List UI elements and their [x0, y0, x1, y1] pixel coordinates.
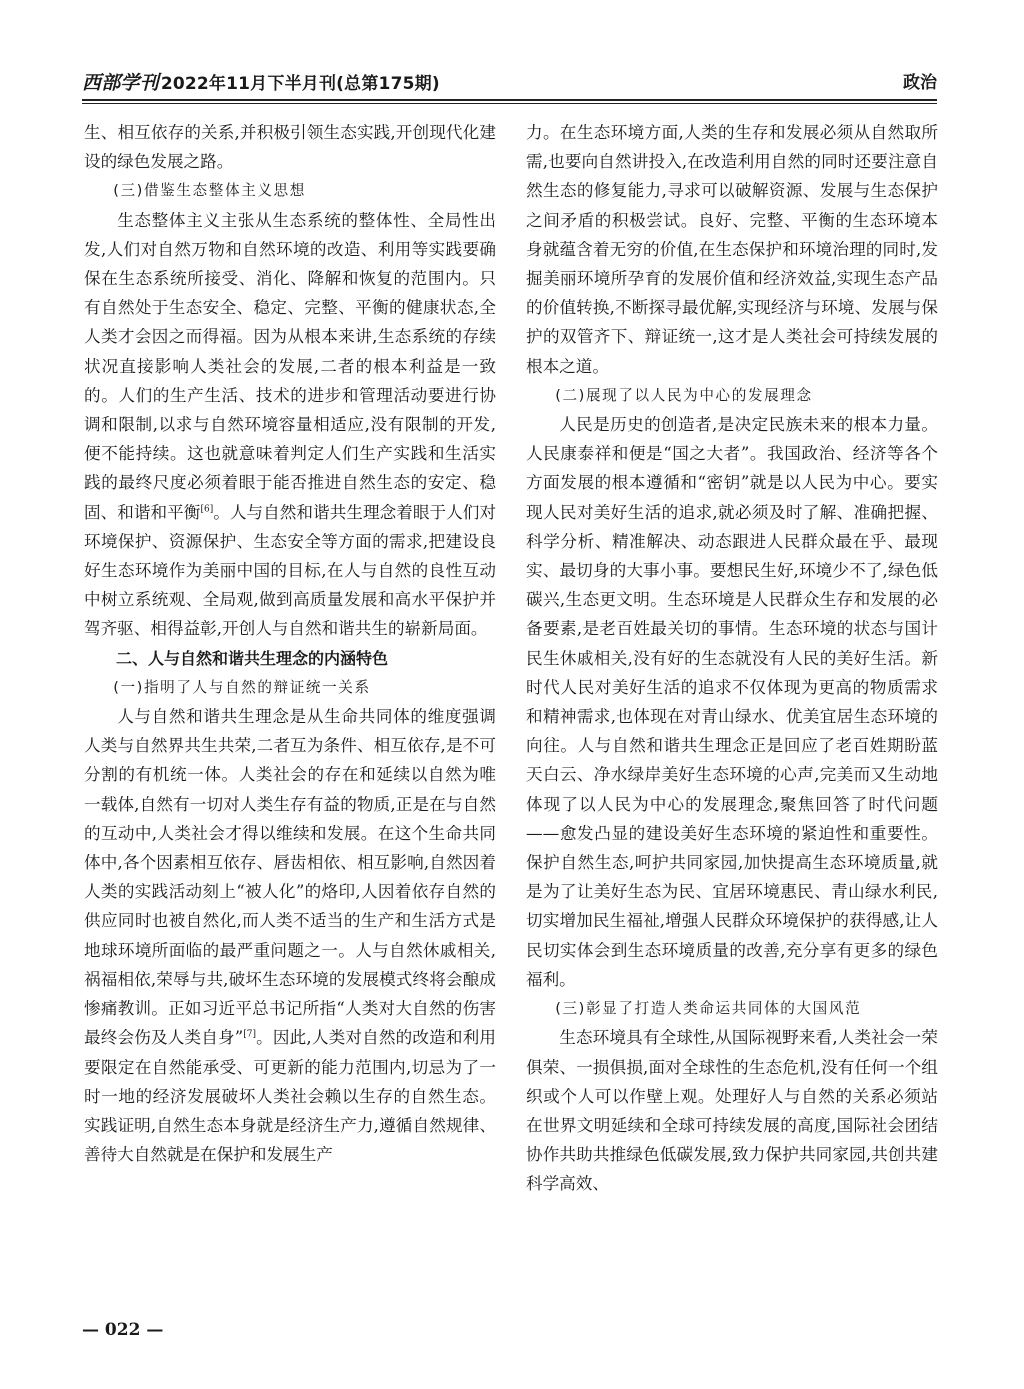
paragraph: 人民是历史的创造者,是决定民族未来的根本力量。人民康泰祥和便是“国之大者”。我国政治、经济等各个方面发展的根本遵循和“密钥”就是以人民为中心。要实现人民对美好生活的追求,就必须及时了解、准确把握、科学分析、精准解决、动态跟进人民群众最在乎、最现实、最切身的大事小事。要想民生好,环境少不了,绿色低碳兴,生态更文明。生态环境是人民群众生存和发展的必备要素,是老百姓最关切的事情。生态环境的状态与国计民生休戚相关,没有好的生态就没有人民的美好生活。新时代人民对美好生活的追求不仅体现为更高的物质需求和精神需求,也体现在对青山绿水、优美宜居生态环境的向往。人与自然和谐共生理念正是回应了老百姓期盼蓝天白云、净水绿岸美好生态环境的心声,完美而又生动地体现了以人民为中心的发展理念,聚焦回答了时代问题——愈发凸显的建设美好生态环境的紧迫性和重要性。保护自然生态,呵护共同家园,加快提高生态环境质量,就是为了让美好生态为民、宜居环境惠民、青山绿水利民,切实增加民生福祉,增强人民群众环境保护的获得感,让人民切实体会到生态环境质量的改善,充分享有更多的绿色福利。: [526, 415, 938, 989]
journal-logo: 西部学刊: [82, 72, 159, 94]
paragraph: [84, 206, 496, 644]
subheading: (一)指明了人与自然的辩证统一关系: [113, 678, 371, 696]
journal-masthead: [82, 68, 440, 99]
issue-info: 2022年11月下半月刊(总第175期): [160, 74, 440, 94]
citation-ref: [7]: [243, 1029, 257, 1040]
citation-ref: [6]: [200, 504, 214, 515]
paragraph-text: 人与自然和谐共生理念是从生命共同体的维度强调人类与自然界共生共荣,二者互为条件、相互依存,是不可分割的有机统一体。人类社会的存在和延续以自然为唯一载体,自然有一切对人类生存有益的物质,正是在与自然的互动中,人类社会才得以维续和发展。在这个生命共同体中,各个因素相互依存、唇齿相依、相互影响,自然因着人类的实践活动刻上“被人化”的烙印,人因着依存自然的供应同时也被自然化,而人类不适当的生产和生活方式是地球环境所面临的最严重问题之一。人与自然休戚相关,祸福相依,荣辱与共,破坏生态环境的发展模式终将会酿成惨痛教训。正如习近平总书记所指“人类对大自然的伤害最终会伤及人类自身”: [84, 707, 496, 1048]
paragraph: 生态环境具有全球性,从国际视野来看,人类社会一荣俱荣、一损俱损,面对全球性的生态危机,没有任何一个组织或个人可以作壁上观。处理好人与自然的关系必须站在世界文明延续和全球可持续发展的高度,国际社会团结协作共助共推绿色低碳发展,致力保护共同家园,共创共建科学高效、: [526, 1028, 938, 1194]
section-heading: 二、人与自然和谐共生理念的内涵特色: [116, 648, 389, 668]
page-number: — 022 —: [82, 1320, 164, 1340]
subheading: (三)彰显了打造人类命运共同体的大国风范: [555, 1000, 862, 1018]
left-column: [84, 118, 496, 1169]
paragraph: [84, 702, 496, 1169]
section-label: 政治: [903, 73, 937, 93]
paragraph-text: 。人与自然和谐共生理念着眼于人们对环境保护、资源保护、生态安全等方面的需求,把建设良好生态环境作为美丽中国的目标,在人与自然的良性互动中树立系统观、全局观,做到高质量发展和高水平保护并驾齐驱、相得益彰,开创人与自然和谐共生的崭新局面。: [84, 502, 497, 639]
paragraph-text: 。因此,人类对自然的改造和利用要限定在自然能承受、可更新的能力范围内,切忌为了一时一地的经济发展破坏人类社会赖以生存的自然生态。实践证明,自然生态本身就是经济生产力,遵循自然规律、善待大自然就是在保护和发展生产: [84, 1028, 496, 1165]
page-header: [82, 68, 937, 98]
subheading: (三)借鉴生态整体主义思想: [113, 182, 306, 200]
header-divider-thin: [82, 103, 937, 104]
paragraph: 力。在生态环境方面,人类的生存和发展必须从自然取所需,也要向自然讲投入,在改造利用自然的同时还要注意自然生态的修复能力,寻求可以破解资源、发展与生态保护之间矛盾的积极尝试。良好、完整、平衡的生态环境本身就蕴含着无穷的价值,在生态保护和环境治理的同时,发掘美丽环境所孕育的发展价值和经济效益,实现生态产品的价值转换,不断探寻最优解,实现经济与环境、发展与保护的双管齐下、辩证统一,这才是人类社会可持续发展的根本之道。: [526, 123, 938, 376]
paragraph: 生、相互依存的关系,并积极引领生态实践,开创现代化建设的绿色发展之路。: [84, 123, 496, 172]
header-divider: [82, 99, 937, 101]
subheading: (二)展现了以人民为中心的发展理念: [555, 386, 813, 404]
paragraph-text: 生态整体主义主张从生态系统的整体性、全局性出发,人们对自然万物和自然环境的改造、利用等实践要确保在生态系统所接受、消化、降解和恢复的范围内。只有自然处于生态安全、稳定、完整、平衡的健康状态,全人类才会因之而得福。因为从根本来讲,生态系统的存续状况直接影响人类社会的发展,二者的根本利益是一致的。人们的生产生活、技术的进步和管理活动要进行协调和限制,以求与自然环境容量相适应,没有限制的开发,便不能持续。这也就意味着判定人们生产实践和生活实践的最终尺度必须着眼于能否推进自然生态的安定、稳固、和谐和平衡: [84, 210, 496, 522]
right-column: [526, 118, 938, 1199]
